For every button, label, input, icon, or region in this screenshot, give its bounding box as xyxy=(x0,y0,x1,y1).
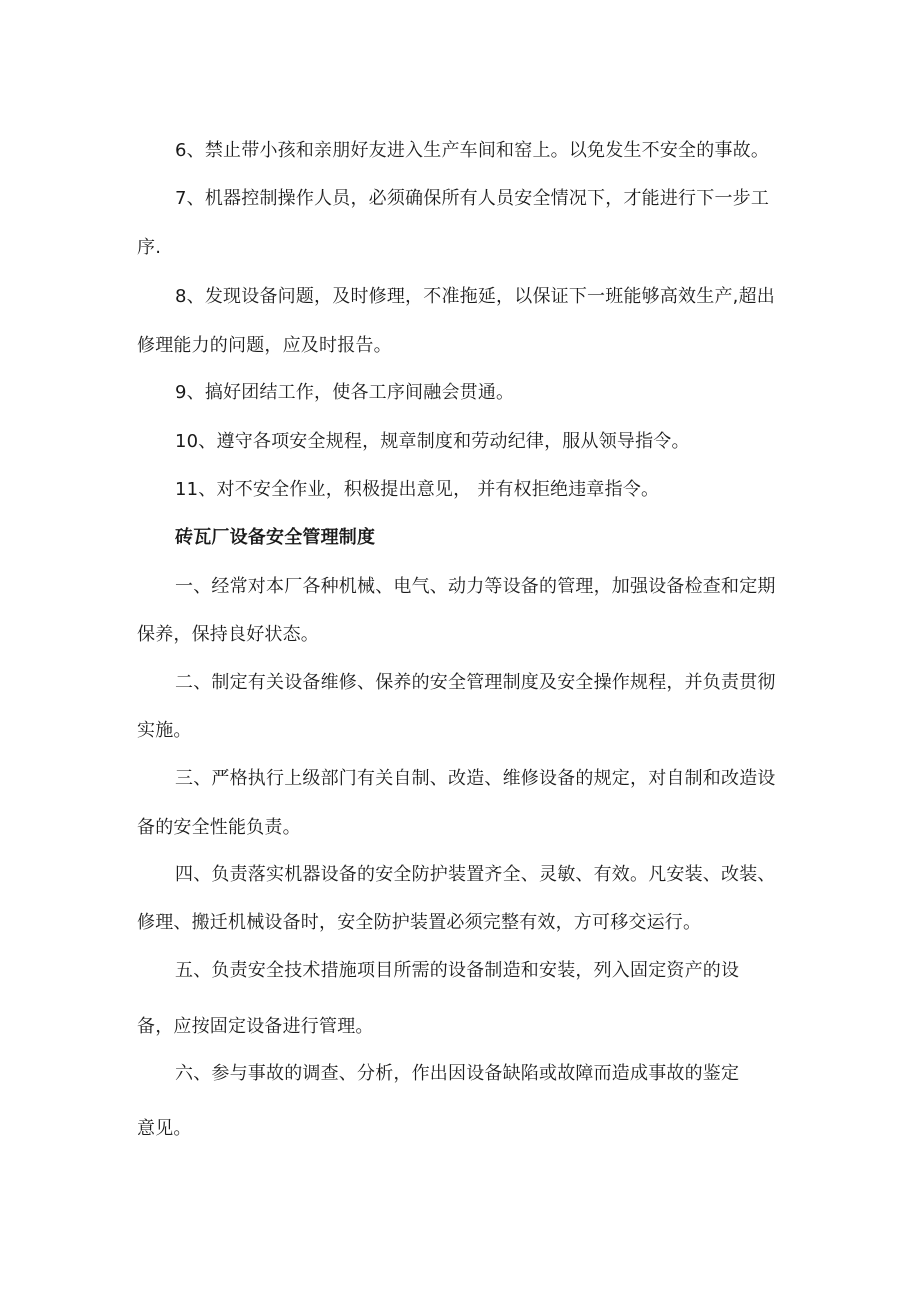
item-7-line-2: 序. xyxy=(137,237,162,258)
item-7-line-1: 7、机器控制操作人员，必须确保所有人员安全情况下，才能进行下一步工 xyxy=(175,188,770,209)
section-title: 砖瓦厂设备安全管理制度 xyxy=(175,527,376,548)
item-9: 9、搞好团结工作，使各工序间融会贯通。 xyxy=(175,382,515,403)
item-10: 10、遵守各项安全规程，规章制度和劳动纪律，服从领导指令。 xyxy=(175,431,690,452)
section-item-5-line-1: 五、负责安全技术措施项目所需的设备制造和安装，列入固定资产的设 xyxy=(175,960,740,981)
section-item-4-line-2: 修理、搬迁机械设备时，安全防护装置必须完整有效，方可移交运行。 xyxy=(137,912,702,933)
section-item-6-line-1: 六、参与事故的调查、分析，作出因设备缺陷或故障而造成事故的鉴定 xyxy=(175,1063,740,1084)
item-6: 6、禁止带小孩和亲朋好友进入生产车间和窑上。以免发生不安全的事故。 xyxy=(175,140,770,161)
section-item-3-line-1: 三、严格执行上级部门有关自制、改造、维修设备的规定，对自制和改造设 xyxy=(175,768,776,789)
section-item-3-line-2: 备的安全性能负责。 xyxy=(137,817,301,838)
section-item-5-line-2: 备，应按固定设备进行管理。 xyxy=(137,1016,374,1037)
item-8-line-1: 8、发现设备问题，及时修理，不准拖延，以保证下一班能够高效生产,超出 xyxy=(175,286,775,307)
section-item-2-line-2: 实施。 xyxy=(137,720,192,741)
section-item-1-line-1: 一、经常对本厂各种机械、电气、动力等设备的管理，加强设备检查和定期 xyxy=(175,576,776,597)
section-item-2-line-1: 二、制定有关设备维修、保养的安全管理制度及安全操作规程，并负责贯彻 xyxy=(175,672,776,693)
section-item-4-line-1: 四、负责落实机器设备的安全防护装置齐全、灵敏、有效。凡安装、改装、 xyxy=(175,864,776,885)
section-item-6-line-2: 意见。 xyxy=(137,1118,192,1139)
section-item-1-line-2: 保养，保持良好状态。 xyxy=(137,624,319,645)
item-8-line-2: 修理能力的问题，应及时报告。 xyxy=(137,335,392,356)
item-11: 11、对不安全作业，积极提出意见， 并有权拒绝违章指令。 xyxy=(175,479,660,500)
